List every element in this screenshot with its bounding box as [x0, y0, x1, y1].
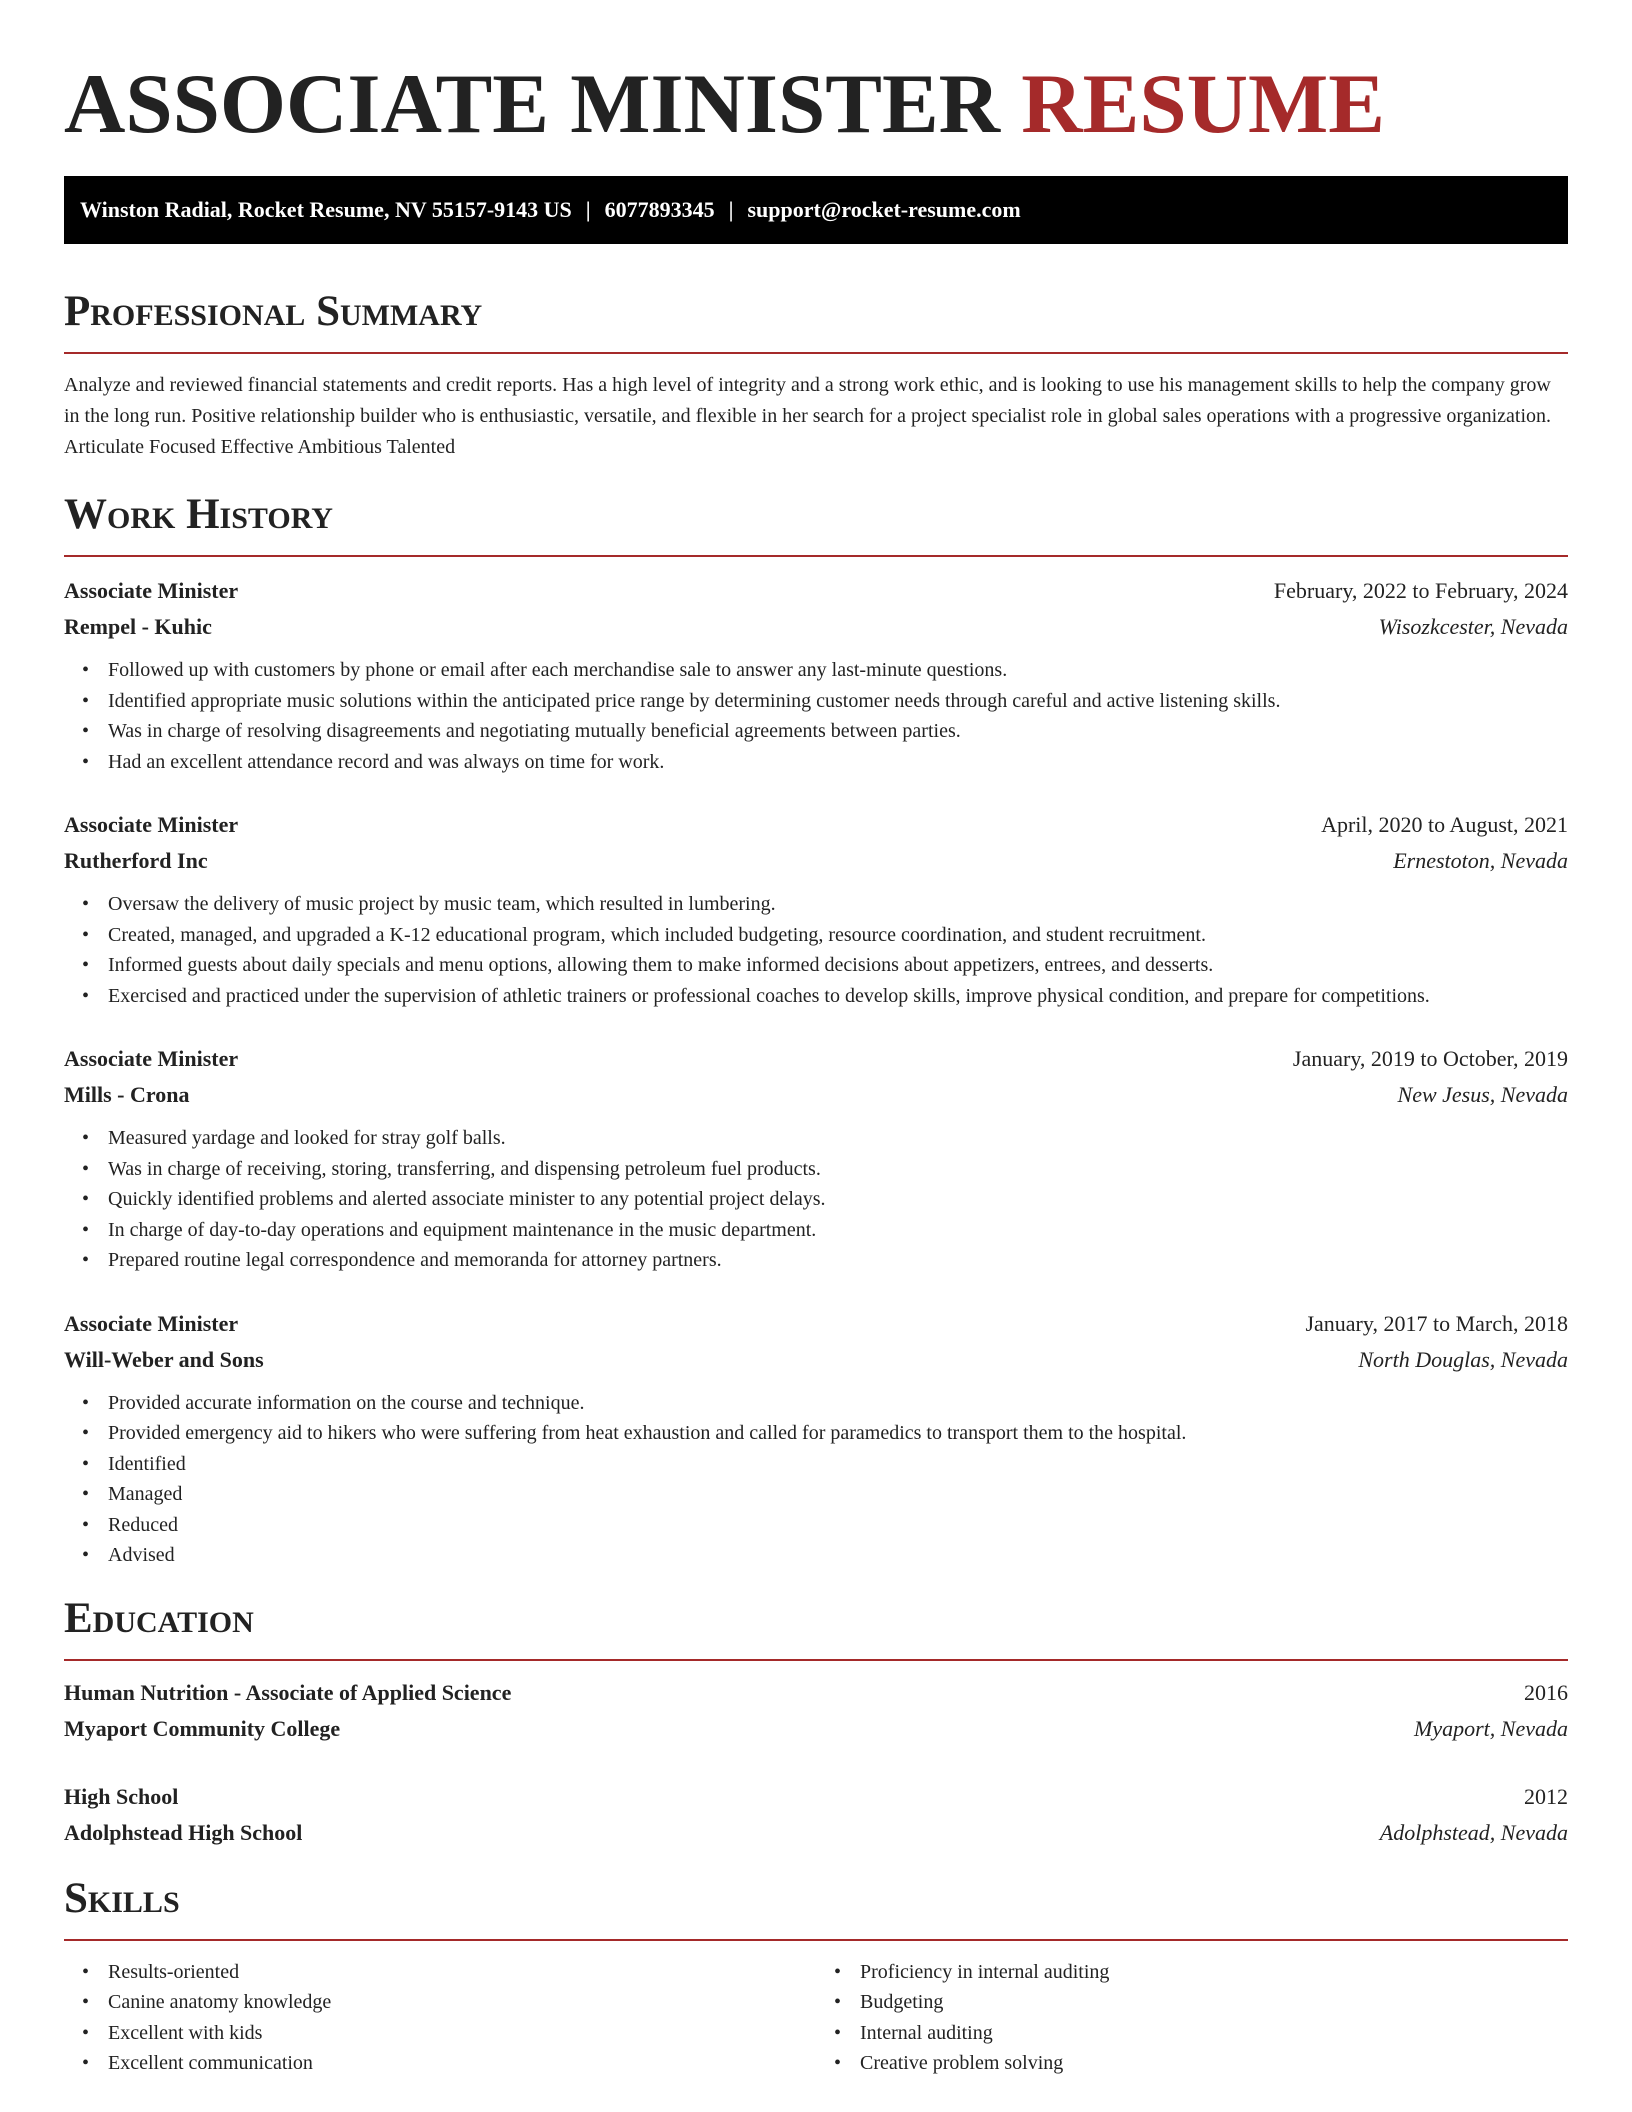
job-duties	[64, 1388, 1568, 1571]
list-item: • Internal auditing	[860, 2018, 1568, 2049]
contact-phone: 6077893345	[604, 197, 715, 222]
job-subheader	[64, 843, 1568, 879]
education-year: 2012	[1524, 1783, 1568, 1809]
list-item: • Exercised and practiced under the supervision of athletic trainers or professional coaches to develop skills, improve physical condition, and prepare for competitions.	[108, 981, 1568, 1012]
job-location: New Jesus, Nevada	[1397, 1082, 1568, 1107]
job-company: Rutherford Inc	[64, 848, 208, 873]
education-header	[64, 1675, 1568, 1711]
job-title: Associate Minister	[64, 578, 239, 603]
list-item: • Creative problem solving	[860, 2048, 1568, 2079]
contact-bar	[64, 176, 1568, 244]
job-header	[64, 1041, 1568, 1077]
job-location: North Douglas, Nevada	[1358, 1346, 1568, 1372]
education-subheader	[64, 1711, 1568, 1747]
list-item: • Prepared routine legal correspondence and memoranda for attorney partners.	[108, 1245, 1568, 1276]
job-dates: April, 2020 to August, 2021	[1321, 812, 1568, 837]
job-company: Will-Weber and Sons	[64, 1346, 264, 1372]
list-item: • Oversaw the delivery of music project by music team, which resulted in lumbering.	[108, 889, 1568, 920]
contact-email: support@rocket-resume.com	[747, 197, 1021, 222]
job-subheader	[64, 1342, 1568, 1378]
education-year: 2016	[1524, 1679, 1568, 1705]
education-degree: Human Nutrition - Associate of Applied Science	[64, 1679, 512, 1705]
list-item: • Followed up with customers by phone or email after each merchandise sale to answer any last-minute questions.	[108, 655, 1568, 686]
list-item: • Measured yardage and looked for stray golf balls.	[108, 1123, 1568, 1154]
list-item: • Provided accurate information on the course and technique.	[108, 1388, 1568, 1419]
education-header	[64, 1779, 1568, 1815]
education-location: Adolphstead, Nevada	[1379, 1819, 1568, 1845]
skills-section	[64, 1873, 1568, 2079]
job-title: Associate Minister	[64, 812, 239, 837]
education-school: Adolphstead High School	[64, 1819, 303, 1845]
list-item: • Identified	[108, 1449, 1568, 1480]
job-header	[64, 573, 1568, 609]
section-heading-work-history: Work History	[64, 489, 1568, 557]
work-history-section	[64, 489, 1568, 1571]
list-item: • Advised	[108, 1540, 1568, 1571]
job-subheader	[64, 1077, 1568, 1113]
skills-list-left	[64, 1957, 816, 2079]
list-item: • Was in charge of resolving disagreements and negotiating mutually beneficial agreements between parties.	[108, 716, 1568, 747]
job-title: Associate Minister	[64, 1046, 239, 1071]
contact-address: Winston Radial, Rocket Resume, NV 55157-9143 US	[80, 197, 572, 222]
job-duties	[64, 655, 1568, 777]
job-entry	[64, 1306, 1568, 1571]
education-entry	[64, 1675, 1568, 1747]
job-dates: January, 2017 to March, 2018	[1305, 1310, 1568, 1336]
contact-separator: |	[728, 197, 734, 222]
list-item: • Quickly identified problems and alerted associate minister to any potential project delays.	[108, 1184, 1568, 1215]
education-location: Myaport, Nevada	[1414, 1715, 1568, 1741]
list-item: • Excellent communication	[108, 2048, 816, 2079]
job-header	[64, 1306, 1568, 1342]
list-item: • In charge of day-to-day operations and equipment maintenance in the music department.	[108, 1215, 1568, 1246]
education-subheader	[64, 1815, 1568, 1851]
education-entry	[64, 1779, 1568, 1851]
job-header	[64, 807, 1568, 843]
list-item: • Excellent with kids	[108, 2018, 816, 2049]
list-item: • Created, managed, and upgraded a K-12 educational program, which included budgeting, resource coordination, and student recruitment.	[108, 920, 1568, 951]
job-dates: January, 2019 to October, 2019	[1292, 1046, 1568, 1071]
job-company: Mills - Crona	[64, 1082, 190, 1107]
list-item: • Was in charge of receiving, storing, transferring, and dispensing petroleum fuel products.	[108, 1154, 1568, 1185]
list-item: • Proficiency in internal auditing	[860, 1957, 1568, 1988]
list-item: • Managed	[108, 1479, 1568, 1510]
resume-title	[64, 0, 1568, 176]
contact-separator: |	[585, 197, 591, 222]
list-item: • Had an excellent attendance record and was always on time for work.	[108, 747, 1568, 778]
section-heading-skills: Skills	[64, 1873, 1568, 1941]
list-item: • Reduced	[108, 1510, 1568, 1541]
job-duties	[64, 1123, 1568, 1276]
education-section	[64, 1593, 1568, 1851]
job-entry	[64, 573, 1568, 777]
title-accent: RESUME	[1021, 57, 1385, 151]
list-item: • Informed guests about daily specials and menu options, allowing them to make informed decisions about appetizers, entrees, and desserts.	[108, 950, 1568, 981]
summary-section	[64, 286, 1568, 463]
job-company: Rempel - Kuhic	[64, 614, 212, 639]
education-school: Myaport Community College	[64, 1715, 341, 1741]
section-heading-education: Education	[64, 1593, 1568, 1661]
job-location: Wisozkcester, Nevada	[1378, 614, 1568, 639]
summary-text: Analyze and reviewed financial statements and credit reports. Has a high level of integrity and a strong work ethic, and is looking to use his management skills to help the company grow in the long run. Positive relationship builder who is enthusiastic, versatile, and flexible in her search for a project specialist role in global sales operations with a progressive organization. Articulate Focused Effective Ambitious Talented	[64, 374, 1552, 458]
skills-list-right	[816, 1957, 1568, 2079]
list-item: • Canine anatomy knowledge	[108, 1987, 816, 2018]
list-item: • Budgeting	[860, 1987, 1568, 2018]
title-main: ASSOCIATE MINISTER	[64, 57, 1001, 151]
skills-grid	[64, 1957, 1568, 2079]
job-title: Associate Minister	[64, 1310, 239, 1336]
job-subheader	[64, 609, 1568, 645]
section-heading-summary: Professional Summary	[64, 286, 1568, 354]
job-dates: February, 2022 to February, 2024	[1273, 578, 1568, 603]
job-entry	[64, 807, 1568, 1011]
list-item: • Provided emergency aid to hikers who were suffering from heat exhaustion and called for paramedics to transport them to the hospital.	[108, 1418, 1568, 1449]
list-item: • Identified appropriate music solutions within the anticipated price range by determining customer needs through careful and active listening skills.	[108, 686, 1568, 717]
job-duties	[64, 889, 1568, 1011]
education-degree: High School	[64, 1783, 179, 1809]
job-location: Ernestoton, Nevada	[1393, 848, 1568, 873]
list-item: • Results-oriented	[108, 1957, 816, 1988]
job-entry	[64, 1041, 1568, 1276]
